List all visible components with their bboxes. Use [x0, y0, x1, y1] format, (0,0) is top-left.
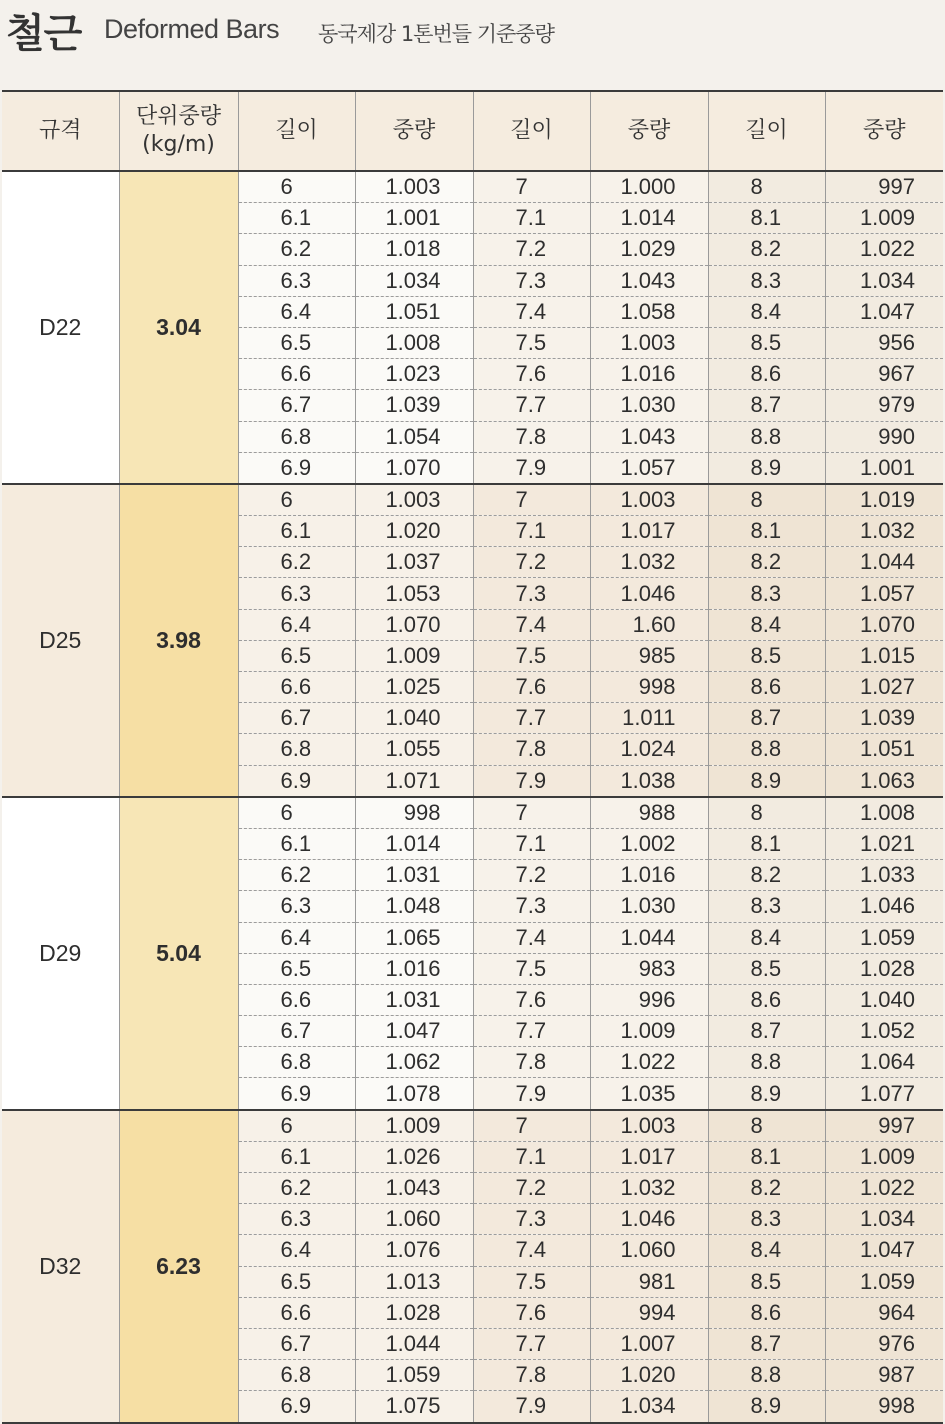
length-cell: 8.9 [708, 452, 825, 484]
length-cell: 8.7 [708, 1016, 825, 1047]
weight-cell: 1.031 [355, 860, 473, 891]
table-row [2, 797, 943, 829]
weight-cell: 956 [825, 327, 943, 358]
length-cell: 6.7 [238, 390, 355, 421]
length-cell: 6.6 [238, 359, 355, 390]
weight-cell: 1.052 [825, 1016, 943, 1047]
length-cell: 7.9 [473, 452, 590, 484]
table-row [2, 484, 943, 516]
weight-cell: 1.030 [590, 891, 708, 922]
weight-cell: 1.035 [590, 1078, 708, 1110]
length-cell: 7.5 [473, 640, 590, 671]
length-cell: 7.7 [473, 1328, 590, 1359]
length-cell: 7.3 [473, 265, 590, 296]
weight-cell: 1.000 [590, 171, 708, 203]
length-cell: 7.9 [473, 1078, 590, 1110]
weight-cell: 1.007 [590, 1328, 708, 1359]
length-cell: 8.9 [708, 1391, 825, 1423]
weight-cell: 1.011 [590, 703, 708, 734]
length-cell: 8.3 [708, 891, 825, 922]
length-cell: 7.2 [473, 1173, 590, 1204]
length-cell: 8.5 [708, 953, 825, 984]
length-cell: 6.4 [238, 609, 355, 640]
weight-cell: 1.009 [355, 1110, 473, 1142]
length-cell: 6.5 [238, 1266, 355, 1297]
length-cell: 8.2 [708, 860, 825, 891]
weight-cell: 1.046 [825, 891, 943, 922]
length-cell: 7.1 [473, 516, 590, 547]
length-cell: 8.4 [708, 296, 825, 327]
weight-cell: 979 [825, 390, 943, 421]
column-header-length-3: 길이 [708, 91, 825, 171]
length-cell: 8.1 [708, 516, 825, 547]
length-cell: 6 [238, 484, 355, 516]
length-cell: 6.5 [238, 953, 355, 984]
length-cell: 7.6 [473, 984, 590, 1015]
length-cell: 8.8 [708, 1047, 825, 1078]
length-cell: 7 [473, 171, 590, 203]
length-cell: 6.8 [238, 421, 355, 452]
length-cell: 7.4 [473, 1235, 590, 1266]
weight-cell: 1.047 [825, 296, 943, 327]
length-cell: 8.4 [708, 922, 825, 953]
weight-cell: 1.051 [355, 296, 473, 327]
length-cell: 8 [708, 171, 825, 203]
length-cell: 6.9 [238, 1078, 355, 1110]
weight-cell: 994 [590, 1297, 708, 1328]
length-cell: 8.3 [708, 578, 825, 609]
spec-cell: D29 [2, 797, 119, 1110]
weight-cell: 1.040 [355, 703, 473, 734]
weight-cell: 1.047 [355, 1016, 473, 1047]
length-cell: 6.5 [238, 640, 355, 671]
length-cell: 8.2 [708, 547, 825, 578]
length-cell: 8.9 [708, 1078, 825, 1110]
length-cell: 8.3 [708, 265, 825, 296]
weight-cell: 1.009 [825, 203, 943, 234]
length-cell: 6.2 [238, 1173, 355, 1204]
weight-cell: 1.024 [590, 734, 708, 765]
weight-cell: 1.059 [355, 1360, 473, 1391]
weight-cell: 1.023 [355, 359, 473, 390]
length-cell: 7.2 [473, 860, 590, 891]
weight-cell: 1.001 [825, 452, 943, 484]
length-cell: 7.5 [473, 1266, 590, 1297]
length-cell: 8.2 [708, 234, 825, 265]
length-cell: 6.6 [238, 984, 355, 1015]
length-cell: 8.7 [708, 703, 825, 734]
weight-cell: 1.048 [355, 891, 473, 922]
length-cell: 7 [473, 1110, 590, 1142]
length-cell: 7.4 [473, 922, 590, 953]
weight-cell: 1.016 [590, 359, 708, 390]
length-cell: 7.1 [473, 828, 590, 859]
length-cell: 6 [238, 797, 355, 829]
length-cell: 6.9 [238, 1391, 355, 1423]
weight-cell: 990 [825, 421, 943, 452]
unit-weight-cell: 6.23 [119, 1110, 238, 1423]
weight-cell: 1.063 [825, 765, 943, 797]
weight-cell: 1.032 [825, 516, 943, 547]
length-cell: 7.9 [473, 765, 590, 797]
weight-cell: 1.077 [825, 1078, 943, 1110]
weight-cell: 1.029 [590, 234, 708, 265]
length-cell: 7.8 [473, 734, 590, 765]
length-cell: 7.8 [473, 1360, 590, 1391]
weight-cell: 1.060 [355, 1204, 473, 1235]
weight-cell: 1.016 [355, 953, 473, 984]
weight-cell: 967 [825, 359, 943, 390]
weight-cell: 1.046 [590, 578, 708, 609]
weight-cell: 1.062 [355, 1047, 473, 1078]
length-cell: 7.9 [473, 1391, 590, 1423]
weight-cell: 1.003 [355, 484, 473, 516]
weight-cell: 1.034 [590, 1391, 708, 1423]
weight-cell: 1.044 [355, 1328, 473, 1359]
length-cell: 6.2 [238, 860, 355, 891]
bar-group [2, 171, 943, 484]
weight-cell: 987 [825, 1360, 943, 1391]
length-cell: 8.4 [708, 1235, 825, 1266]
length-cell: 6.1 [238, 203, 355, 234]
length-cell: 8.5 [708, 327, 825, 358]
weight-cell: 1.057 [590, 452, 708, 484]
length-cell: 7.7 [473, 703, 590, 734]
weight-cell: 1.020 [355, 516, 473, 547]
weight-cell: 1.043 [355, 1173, 473, 1204]
length-cell: 7.7 [473, 1016, 590, 1047]
weight-cell: 1.014 [590, 203, 708, 234]
weight-cell: 1.070 [355, 609, 473, 640]
table-header-row [2, 91, 943, 171]
column-header-spec: 규격 [2, 91, 119, 171]
weight-cell: 1.038 [590, 765, 708, 797]
length-cell: 8.8 [708, 1360, 825, 1391]
weight-cell: 1.070 [825, 609, 943, 640]
weight-cell: 1.043 [590, 421, 708, 452]
weight-cell: 1.028 [825, 953, 943, 984]
spec-cell: D32 [2, 1110, 119, 1423]
length-cell: 6.2 [238, 547, 355, 578]
length-cell: 8.4 [708, 609, 825, 640]
weight-cell: 1.070 [355, 452, 473, 484]
column-header-weight-3: 중량 [825, 91, 943, 171]
weight-cell: 1.016 [590, 860, 708, 891]
weight-cell: 988 [590, 797, 708, 829]
weight-cell: 997 [825, 1110, 943, 1142]
title-bar [0, 0, 945, 60]
weight-cell: 1.003 [590, 1110, 708, 1142]
length-cell: 6.8 [238, 1047, 355, 1078]
weight-cell: 1.059 [825, 1266, 943, 1297]
length-cell: 8.5 [708, 640, 825, 671]
weight-cell: 1.015 [825, 640, 943, 671]
spec-cell: D25 [2, 484, 119, 797]
weight-cell: 1.033 [825, 860, 943, 891]
weight-cell: 1.003 [355, 171, 473, 203]
weight-cell: 1.022 [590, 1047, 708, 1078]
table-row [2, 171, 943, 203]
weight-cell: 1.051 [825, 734, 943, 765]
weight-cell: 1.040 [825, 984, 943, 1015]
length-cell: 8.7 [708, 1328, 825, 1359]
weight-cell: 998 [825, 1391, 943, 1423]
weight-cell: 1.002 [590, 828, 708, 859]
length-cell: 7.8 [473, 421, 590, 452]
column-header-weight-2: 중량 [590, 91, 708, 171]
weight-cell: 1.001 [355, 203, 473, 234]
column-header-length-2: 길이 [473, 91, 590, 171]
length-cell: 7.4 [473, 609, 590, 640]
length-cell: 7.5 [473, 953, 590, 984]
weight-cell: 1.021 [825, 828, 943, 859]
length-cell: 8.1 [708, 828, 825, 859]
length-cell: 8 [708, 484, 825, 516]
weight-cell: 998 [355, 797, 473, 829]
deformed-bar-weight-table [2, 90, 943, 1424]
weight-cell: 976 [825, 1328, 943, 1359]
weight-cell: 1.031 [355, 984, 473, 1015]
length-cell: 7 [473, 797, 590, 829]
length-cell: 6.8 [238, 1360, 355, 1391]
page-title: 철근 [6, 11, 82, 57]
length-cell: 8.6 [708, 672, 825, 703]
length-cell: 8.1 [708, 203, 825, 234]
weight-cell: 1.009 [590, 1016, 708, 1047]
weight-cell: 1.058 [590, 296, 708, 327]
length-cell: 6.6 [238, 672, 355, 703]
bar-group [2, 484, 943, 797]
bar-group [2, 797, 943, 1110]
weight-cell: 1.065 [355, 922, 473, 953]
length-cell: 6.3 [238, 578, 355, 609]
length-cell: 8.3 [708, 1204, 825, 1235]
weight-cell: 997 [825, 171, 943, 203]
weight-cell: 1.032 [590, 547, 708, 578]
unit-weight-cell: 3.98 [119, 484, 238, 797]
length-cell: 8.8 [708, 734, 825, 765]
length-cell: 8 [708, 1110, 825, 1142]
page-title-en: Deformed Bars [104, 14, 280, 44]
length-cell: 6.6 [238, 1297, 355, 1328]
weight-cell: 1.047 [825, 1235, 943, 1266]
length-cell: 8.2 [708, 1173, 825, 1204]
length-cell: 6.3 [238, 265, 355, 296]
length-cell: 6.5 [238, 327, 355, 358]
column-header-weight-1: 중량 [355, 91, 473, 171]
weight-cell: 1.009 [355, 640, 473, 671]
length-cell: 7.3 [473, 1204, 590, 1235]
weight-cell: 1.071 [355, 765, 473, 797]
weight-cell: 1.017 [590, 516, 708, 547]
length-cell: 8.8 [708, 421, 825, 452]
weight-cell: 1.039 [825, 703, 943, 734]
length-cell: 6.9 [238, 765, 355, 797]
weight-cell: 1.054 [355, 421, 473, 452]
length-cell: 6.7 [238, 703, 355, 734]
weight-cell: 1.034 [825, 1204, 943, 1235]
weight-cell: 1.078 [355, 1078, 473, 1110]
length-cell: 7.1 [473, 203, 590, 234]
weight-cell: 1.013 [355, 1266, 473, 1297]
unit-weight-cell: 5.04 [119, 797, 238, 1110]
length-cell: 8.7 [708, 390, 825, 421]
weight-cell: 964 [825, 1297, 943, 1328]
weight-cell: 1.018 [355, 234, 473, 265]
weight-cell: 1.060 [590, 1235, 708, 1266]
length-cell: 7.1 [473, 1141, 590, 1172]
length-cell: 7.6 [473, 1297, 590, 1328]
weight-cell: 983 [590, 953, 708, 984]
unit-weight-cell: 3.04 [119, 171, 238, 484]
weight-cell: 1.022 [825, 234, 943, 265]
column-header-unit-weight: 단위중량 (kg/m) [119, 91, 238, 171]
weight-cell: 1.044 [590, 922, 708, 953]
weight-cell: 1.039 [355, 390, 473, 421]
length-cell: 8.5 [708, 1266, 825, 1297]
length-cell: 6.2 [238, 234, 355, 265]
length-cell: 7.2 [473, 234, 590, 265]
weight-cell: 1.057 [825, 578, 943, 609]
weight-cell: 1.025 [355, 672, 473, 703]
length-cell: 6 [238, 171, 355, 203]
length-cell: 7.4 [473, 296, 590, 327]
length-cell: 6.1 [238, 1141, 355, 1172]
weight-cell: 1.059 [825, 922, 943, 953]
weight-cell: 1.064 [825, 1047, 943, 1078]
weight-cell: 1.003 [590, 327, 708, 358]
weight-cell: 981 [590, 1266, 708, 1297]
weight-cell: 1.043 [590, 265, 708, 296]
weight-cell: 1.034 [825, 265, 943, 296]
table-row [2, 1110, 943, 1142]
length-cell: 8.6 [708, 984, 825, 1015]
weight-cell: 1.014 [355, 828, 473, 859]
weight-cell: 1.022 [825, 1173, 943, 1204]
length-cell: 7.6 [473, 359, 590, 390]
length-cell: 7.6 [473, 672, 590, 703]
length-cell: 8.1 [708, 1141, 825, 1172]
length-cell: 6.3 [238, 1204, 355, 1235]
length-cell: 7.3 [473, 578, 590, 609]
spec-cell: D22 [2, 171, 119, 484]
length-cell: 6.1 [238, 516, 355, 547]
column-header-length-1: 길이 [238, 91, 355, 171]
length-cell: 7.3 [473, 891, 590, 922]
length-cell: 6.7 [238, 1016, 355, 1047]
length-cell: 6.4 [238, 922, 355, 953]
length-cell: 8 [708, 797, 825, 829]
length-cell: 8.6 [708, 1297, 825, 1328]
length-cell: 7.7 [473, 390, 590, 421]
weight-cell: 1.009 [825, 1141, 943, 1172]
weight-cell: 1.003 [590, 484, 708, 516]
weight-cell: 1.053 [355, 578, 473, 609]
weight-cell: 1.026 [355, 1141, 473, 1172]
length-cell: 6.8 [238, 734, 355, 765]
weight-cell: 1.075 [355, 1391, 473, 1423]
weight-cell: 1.019 [825, 484, 943, 516]
length-cell: 6.4 [238, 296, 355, 327]
weight-cell: 985 [590, 640, 708, 671]
weight-cell: 1.028 [355, 1297, 473, 1328]
weight-cell: 1.027 [825, 672, 943, 703]
weight-cell: 1.017 [590, 1141, 708, 1172]
weight-cell: 1.030 [590, 390, 708, 421]
weight-cell: 1.044 [825, 547, 943, 578]
weight-cell: 1.076 [355, 1235, 473, 1266]
page-subtitle: 동국제강 1톤번들 기준중량 [318, 22, 554, 46]
length-cell: 6.1 [238, 828, 355, 859]
length-cell: 6.3 [238, 891, 355, 922]
weight-cell: 1.034 [355, 265, 473, 296]
length-cell: 6.9 [238, 452, 355, 484]
length-cell: 6.7 [238, 1328, 355, 1359]
weight-cell: 996 [590, 984, 708, 1015]
bar-group [2, 1110, 943, 1423]
weight-cell: 1.032 [590, 1173, 708, 1204]
weight-cell: 1.008 [825, 797, 943, 829]
length-cell: 7.5 [473, 327, 590, 358]
weight-cell: 1.055 [355, 734, 473, 765]
weight-cell: 1.037 [355, 547, 473, 578]
length-cell: 7.8 [473, 1047, 590, 1078]
weight-cell: 998 [590, 672, 708, 703]
length-cell: 6 [238, 1110, 355, 1142]
length-cell: 8.6 [708, 359, 825, 390]
weight-cell: 1.020 [590, 1360, 708, 1391]
weight-cell: 1.046 [590, 1204, 708, 1235]
length-cell: 7 [473, 484, 590, 516]
weight-cell: 1.60 [590, 609, 708, 640]
weight-cell: 1.008 [355, 327, 473, 358]
length-cell: 8.9 [708, 765, 825, 797]
length-cell: 6.4 [238, 1235, 355, 1266]
length-cell: 7.2 [473, 547, 590, 578]
